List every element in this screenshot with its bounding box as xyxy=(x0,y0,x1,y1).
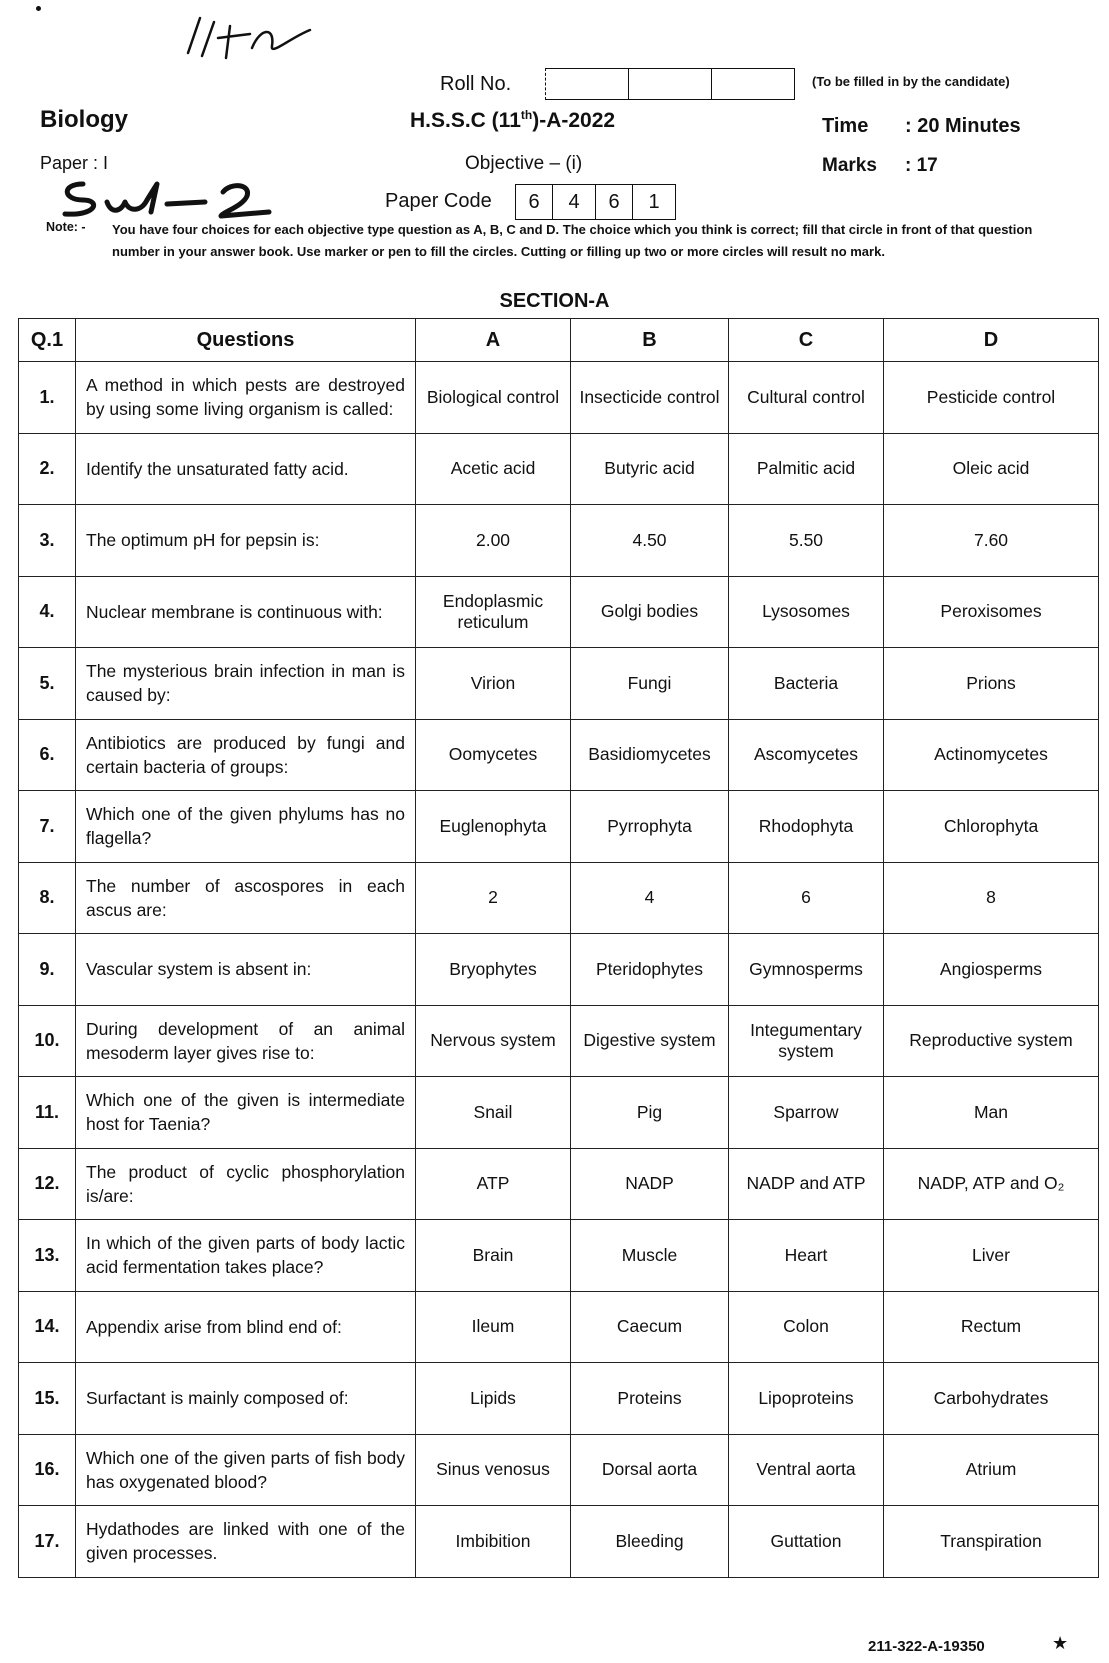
question-text: In which of the given parts of body lactic acid fermentation takes place? xyxy=(76,1220,416,1292)
ink-dot xyxy=(36,6,41,11)
question-row xyxy=(19,433,1099,505)
option-a: Nervous system xyxy=(416,1005,571,1077)
paper-code-digit: 4 xyxy=(553,184,596,220)
question-number: 11. xyxy=(19,1077,76,1149)
questions-table xyxy=(18,318,1099,1578)
question-row xyxy=(19,1220,1099,1292)
option-d: 8 xyxy=(884,862,1099,934)
question-number: 6. xyxy=(19,719,76,791)
option-b: Proteins xyxy=(571,1363,729,1435)
question-number: 14. xyxy=(19,1291,76,1363)
option-d: Pesticide control xyxy=(884,362,1099,434)
question-number: 9. xyxy=(19,934,76,1006)
note-label: Note: - xyxy=(46,220,86,234)
option-c: Lysosomes xyxy=(729,576,884,648)
question-text: Nuclear membrane is continuous with: xyxy=(76,576,416,648)
header-option-b: B xyxy=(571,319,729,362)
roll-no-box[interactable] xyxy=(712,68,795,100)
option-d: Carbohydrates xyxy=(884,1363,1099,1435)
option-c: Lipoproteins xyxy=(729,1363,884,1435)
option-c: Palmitic acid xyxy=(729,433,884,505)
option-d: Peroxisomes xyxy=(884,576,1099,648)
marks-value: : 17 xyxy=(905,155,938,176)
option-b: Butyric acid xyxy=(571,433,729,505)
option-c: Sparrow xyxy=(729,1077,884,1149)
option-a: Lipids xyxy=(416,1363,571,1435)
option-a: Acetic acid xyxy=(416,433,571,505)
option-c: Ventral aorta xyxy=(729,1434,884,1506)
option-c: 5.50 xyxy=(729,505,884,577)
option-a: Euglenophyta xyxy=(416,791,571,863)
option-b: Caecum xyxy=(571,1291,729,1363)
question-number: 2. xyxy=(19,433,76,505)
option-a: Bryophytes xyxy=(416,934,571,1006)
option-d: Rectum xyxy=(884,1291,1099,1363)
option-b: Pig xyxy=(571,1077,729,1149)
option-c: Heart xyxy=(729,1220,884,1292)
option-b: 4 xyxy=(571,862,729,934)
option-c: NADP and ATP xyxy=(729,1148,884,1220)
exam-title xyxy=(410,108,615,133)
option-b: Golgi bodies xyxy=(571,576,729,648)
option-d: Chlorophyta xyxy=(884,791,1099,863)
question-number: 4. xyxy=(19,576,76,648)
question-row xyxy=(19,1434,1099,1506)
question-number: 3. xyxy=(19,505,76,577)
time-label: Time xyxy=(822,115,869,137)
question-text: During development of an animal mesoderm layer gives rise to: xyxy=(76,1005,416,1077)
subject-title: Biology xyxy=(40,106,128,133)
paper-code-digit: 6 xyxy=(515,184,553,220)
question-row xyxy=(19,719,1099,791)
paper-code-label: Paper Code xyxy=(385,190,492,212)
roll-no-box[interactable] xyxy=(545,68,629,100)
roll-no-boxes[interactable] xyxy=(545,68,795,100)
question-text: Surfactant is mainly composed of: xyxy=(76,1363,416,1435)
option-d: Oleic acid xyxy=(884,433,1099,505)
option-a: Imbibition xyxy=(416,1506,571,1578)
question-text: A method in which pests are destroyed by using some living organism is called: xyxy=(76,362,416,434)
option-b: Pteridophytes xyxy=(571,934,729,1006)
option-d: Reproductive system xyxy=(884,1005,1099,1077)
option-c: Ascomycetes xyxy=(729,719,884,791)
question-text: The optimum pH for pepsin is: xyxy=(76,505,416,577)
question-text: Identify the unsaturated fatty acid. xyxy=(76,433,416,505)
option-a: Snail xyxy=(416,1077,571,1149)
question-number: 16. xyxy=(19,1434,76,1506)
header-option-c: C xyxy=(729,319,884,362)
option-b: Bleeding xyxy=(571,1506,729,1578)
question-row xyxy=(19,1005,1099,1077)
option-c: Bacteria xyxy=(729,648,884,720)
question-row xyxy=(19,648,1099,720)
question-row xyxy=(19,1291,1099,1363)
question-text: The number of ascospores in each ascus are: xyxy=(76,862,416,934)
objective-label: Objective – (i) xyxy=(465,153,583,174)
option-d: Actinomycetes xyxy=(884,719,1099,791)
option-b: Insecticide control xyxy=(571,362,729,434)
roll-no-box[interactable] xyxy=(629,68,712,100)
header-questions: Questions xyxy=(76,319,416,362)
exam-prefix: H.S.S.C (11 xyxy=(410,109,521,132)
option-a: Ileum xyxy=(416,1291,571,1363)
option-b: Muscle xyxy=(571,1220,729,1292)
question-text: Hydathodes are linked with one of the given processes. xyxy=(76,1506,416,1578)
option-d: Transpiration xyxy=(884,1506,1099,1578)
option-a: Oomycetes xyxy=(416,719,571,791)
option-c: Gymnosperms xyxy=(729,934,884,1006)
option-c: Colon xyxy=(729,1291,884,1363)
roll-no-label: Roll No. xyxy=(440,73,512,95)
question-number: 10. xyxy=(19,1005,76,1077)
question-number: 8. xyxy=(19,862,76,934)
option-b: 4.50 xyxy=(571,505,729,577)
question-text: Vascular system is absent in: xyxy=(76,934,416,1006)
option-b: Digestive system xyxy=(571,1005,729,1077)
question-text: Antibiotics are produced by fungi and certain bacteria of groups: xyxy=(76,719,416,791)
option-c: Rhodophyta xyxy=(729,791,884,863)
option-a: ATP xyxy=(416,1148,571,1220)
question-number: 1. xyxy=(19,362,76,434)
option-a: Brain xyxy=(416,1220,571,1292)
header-option-a: A xyxy=(416,319,571,362)
question-row xyxy=(19,362,1099,434)
option-b: NADP xyxy=(571,1148,729,1220)
header-option-d: D xyxy=(884,319,1099,362)
option-d: Atrium xyxy=(884,1434,1099,1506)
handwritten-mark xyxy=(55,178,305,220)
marks-label: Marks xyxy=(822,155,877,176)
paper-code-boxes xyxy=(515,184,676,220)
roll-no-note: (To be filled in by the candidate) xyxy=(812,74,1010,89)
paper-code-digit: 1 xyxy=(633,184,676,220)
paper-label: Paper : I xyxy=(40,153,109,173)
question-text: Which one of the given phylums has no flagella? xyxy=(76,791,416,863)
question-row xyxy=(19,1363,1099,1435)
option-d: Angiosperms xyxy=(884,934,1099,1006)
option-a: Sinus venosus xyxy=(416,1434,571,1506)
option-a: 2.00 xyxy=(416,505,571,577)
question-number: 12. xyxy=(19,1148,76,1220)
option-a: Virion xyxy=(416,648,571,720)
question-row xyxy=(19,505,1099,577)
question-number: 7. xyxy=(19,791,76,863)
paper-serial-code: 211-322-A-19350 xyxy=(868,1638,985,1655)
star-icon: ★ xyxy=(1052,1633,1069,1653)
question-text: The product of cyclic phosphorylation is/are: xyxy=(76,1148,416,1220)
option-b: Pyrrophyta xyxy=(571,791,729,863)
option-b: Dorsal aorta xyxy=(571,1434,729,1506)
question-text: Appendix arise from blind end of: xyxy=(76,1291,416,1363)
option-a: Endoplasmic reticulum xyxy=(416,576,571,648)
option-c: Cultural control xyxy=(729,362,884,434)
question-number: 15. xyxy=(19,1363,76,1435)
question-row xyxy=(19,1148,1099,1220)
question-row xyxy=(19,1077,1099,1149)
option-b: Fungi xyxy=(571,648,729,720)
question-row xyxy=(19,1506,1099,1578)
question-number: 13. xyxy=(19,1220,76,1292)
time-value: : 20 Minutes xyxy=(905,115,1021,137)
option-c: Integumentary system xyxy=(729,1005,884,1077)
option-d: NADP, ATP and O₂ xyxy=(884,1148,1099,1220)
section-title: SECTION-A xyxy=(499,290,610,312)
option-d: Man xyxy=(884,1077,1099,1149)
question-row xyxy=(19,862,1099,934)
option-a: 2 xyxy=(416,862,571,934)
option-c: Guttation xyxy=(729,1506,884,1578)
exam-superscript: th xyxy=(520,108,533,122)
table-header-row xyxy=(19,319,1099,362)
question-row xyxy=(19,791,1099,863)
question-row xyxy=(19,576,1099,648)
paper-code-digit: 6 xyxy=(596,184,633,220)
note-text: You have four choices for each objective type question as A, B, C and D. The choice which you think is correct; fill that circle in front of that question number in your answer book. Use marker or pen to fill the circles. Cutting or filling up two or more circles will result no mark. xyxy=(112,222,1033,259)
option-d: Liver xyxy=(884,1220,1099,1292)
option-d: Prions xyxy=(884,648,1099,720)
exam-suffix: )-A-2022 xyxy=(532,109,616,132)
question-text: Which one of the given parts of fish body has oxygenated blood? xyxy=(76,1434,416,1506)
question-text: Which one of the given is intermediate host for Taenia? xyxy=(76,1077,416,1149)
option-c: 6 xyxy=(729,862,884,934)
option-a: Biological control xyxy=(416,362,571,434)
handwritten-signature xyxy=(180,8,320,68)
option-d: 7.60 xyxy=(884,505,1099,577)
question-row xyxy=(19,934,1099,1006)
header-q1: Q.1 xyxy=(19,319,76,362)
question-text: The mysterious brain infection in man is caused by: xyxy=(76,648,416,720)
question-number: 17. xyxy=(19,1506,76,1578)
option-b: Basidiomycetes xyxy=(571,719,729,791)
question-number: 5. xyxy=(19,648,76,720)
